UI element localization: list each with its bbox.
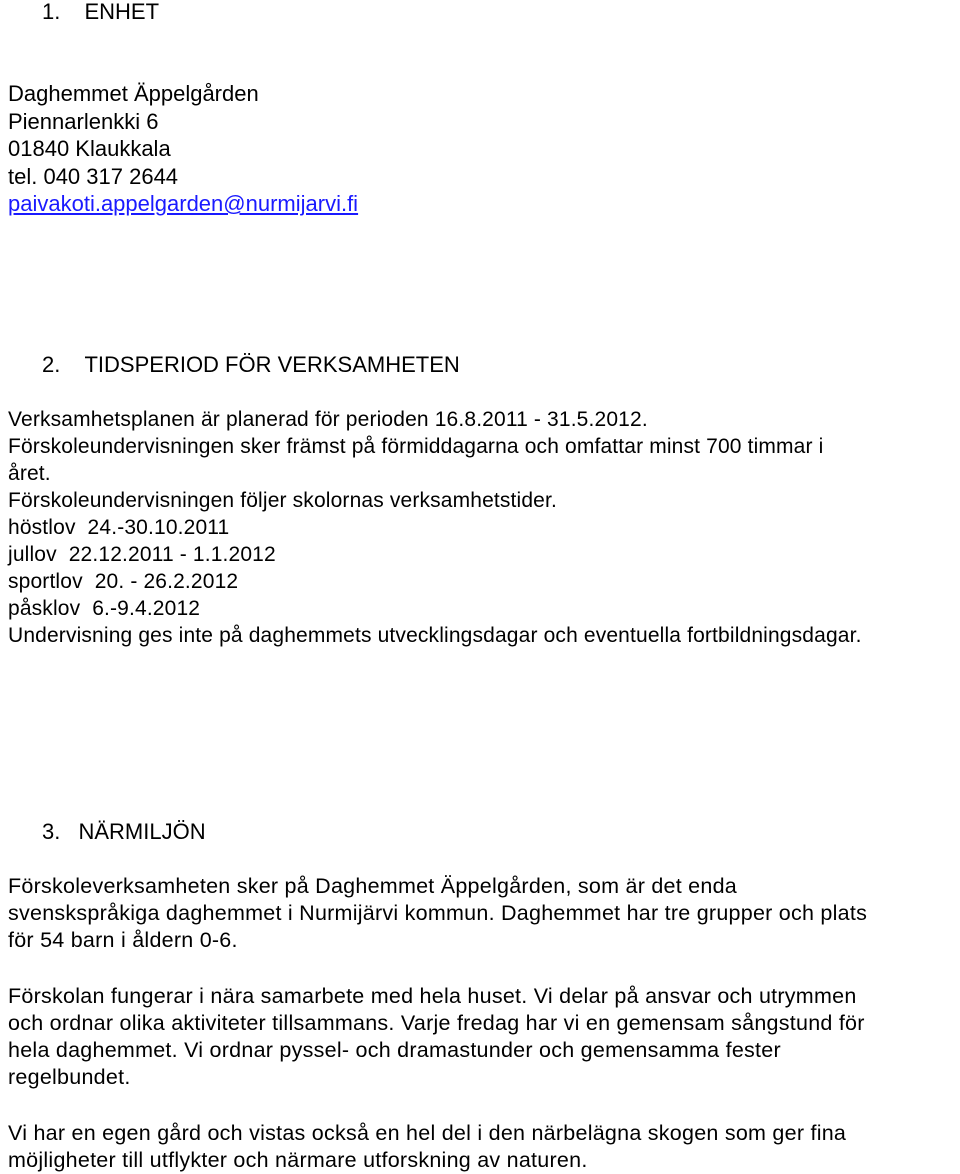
paragraph-line: och ordnar olika aktiviteter tillsammans. Varje fredag har vi en gemensam sångstund för	[8, 1011, 865, 1035]
section-2-number: 2.	[42, 352, 61, 377]
holiday-autumn: höstlov 24.-30.10.2011	[8, 516, 230, 539]
paragraph-line: hela daghemmet. Vi ordnar pyssel- och dramastunder och gemensamma fester	[8, 1038, 781, 1062]
paragraph-line: regelbundet.	[8, 1065, 131, 1089]
hours-line: Förskoleundervisningen sker främst på förmiddagarna och omfattar minst 700 timmar i	[8, 435, 824, 458]
paragraph-line: Vi har en egen gård och vistas också en hel del i den närbelägna skogen som ger fina	[8, 1121, 847, 1145]
section-2-body	[8, 406, 862, 649]
section-1-number: 1.	[42, 0, 61, 24]
paragraph-2	[8, 983, 865, 1091]
paragraph-3	[8, 1120, 846, 1174]
address-line-name: Daghemmet Äppelgården	[8, 81, 259, 106]
email-link[interactable]: paivakoti.appelgarden@nurmijarvi.fi	[8, 191, 359, 216]
paragraph-line: Förskoleverksamheten sker på Daghemmet Äppelgården, som är det enda	[8, 874, 738, 898]
address-line-street: Piennarlenkki 6	[8, 108, 159, 134]
address-line-phone: tel. 040 317 2644	[8, 163, 179, 189]
hours-line-cont: året.	[8, 462, 51, 485]
section-3-title: NÄRMILJÖN	[78, 819, 206, 844]
section-3-number: 3.	[42, 819, 61, 844]
no-teaching-line: Undervisning ges inte på daghemmets utvecklingsdagar och eventuella fortbildningsdagar.	[8, 624, 862, 647]
schedule-line: Förskoleundervisningen följer skolornas verksamhetstider.	[8, 489, 557, 512]
address-block	[8, 80, 358, 218]
paragraph-line: möjligheter till utflykter och närmare utforskning av naturen.	[8, 1148, 588, 1172]
paragraph-line: för 54 barn i åldern 0-6.	[8, 928, 238, 952]
holiday-sport: sportlov 20. - 26.2.2012	[8, 570, 239, 593]
period-line: Verksamhetsplanen är planerad för perioden 16.8.2011 - 31.5.2012.	[8, 408, 648, 431]
holiday-easter: påsklov 6.-9.4.2012	[8, 597, 201, 620]
section-1-title: ENHET	[84, 0, 160, 24]
paragraph-1	[8, 873, 867, 954]
section-1-heading	[42, 0, 159, 25]
paragraph-line: Förskolan fungerar i nära samarbete med hela huset. Vi delar på ansvar och utrymmen	[8, 984, 857, 1008]
section-2-heading	[42, 351, 460, 378]
address-line-postal: 01840 Klaukkala	[8, 136, 171, 161]
section-3-heading	[42, 818, 206, 845]
holiday-christmas: jullov 22.12.2011 - 1.1.2012	[8, 543, 276, 566]
paragraph-line: svenskspråkiga daghemmet i Nurmijärvi kommun. Daghemmet har tre grupper och plats	[8, 901, 868, 925]
section-2-title: TIDSPERIOD FÖR VERKSAMHETEN	[84, 352, 460, 377]
